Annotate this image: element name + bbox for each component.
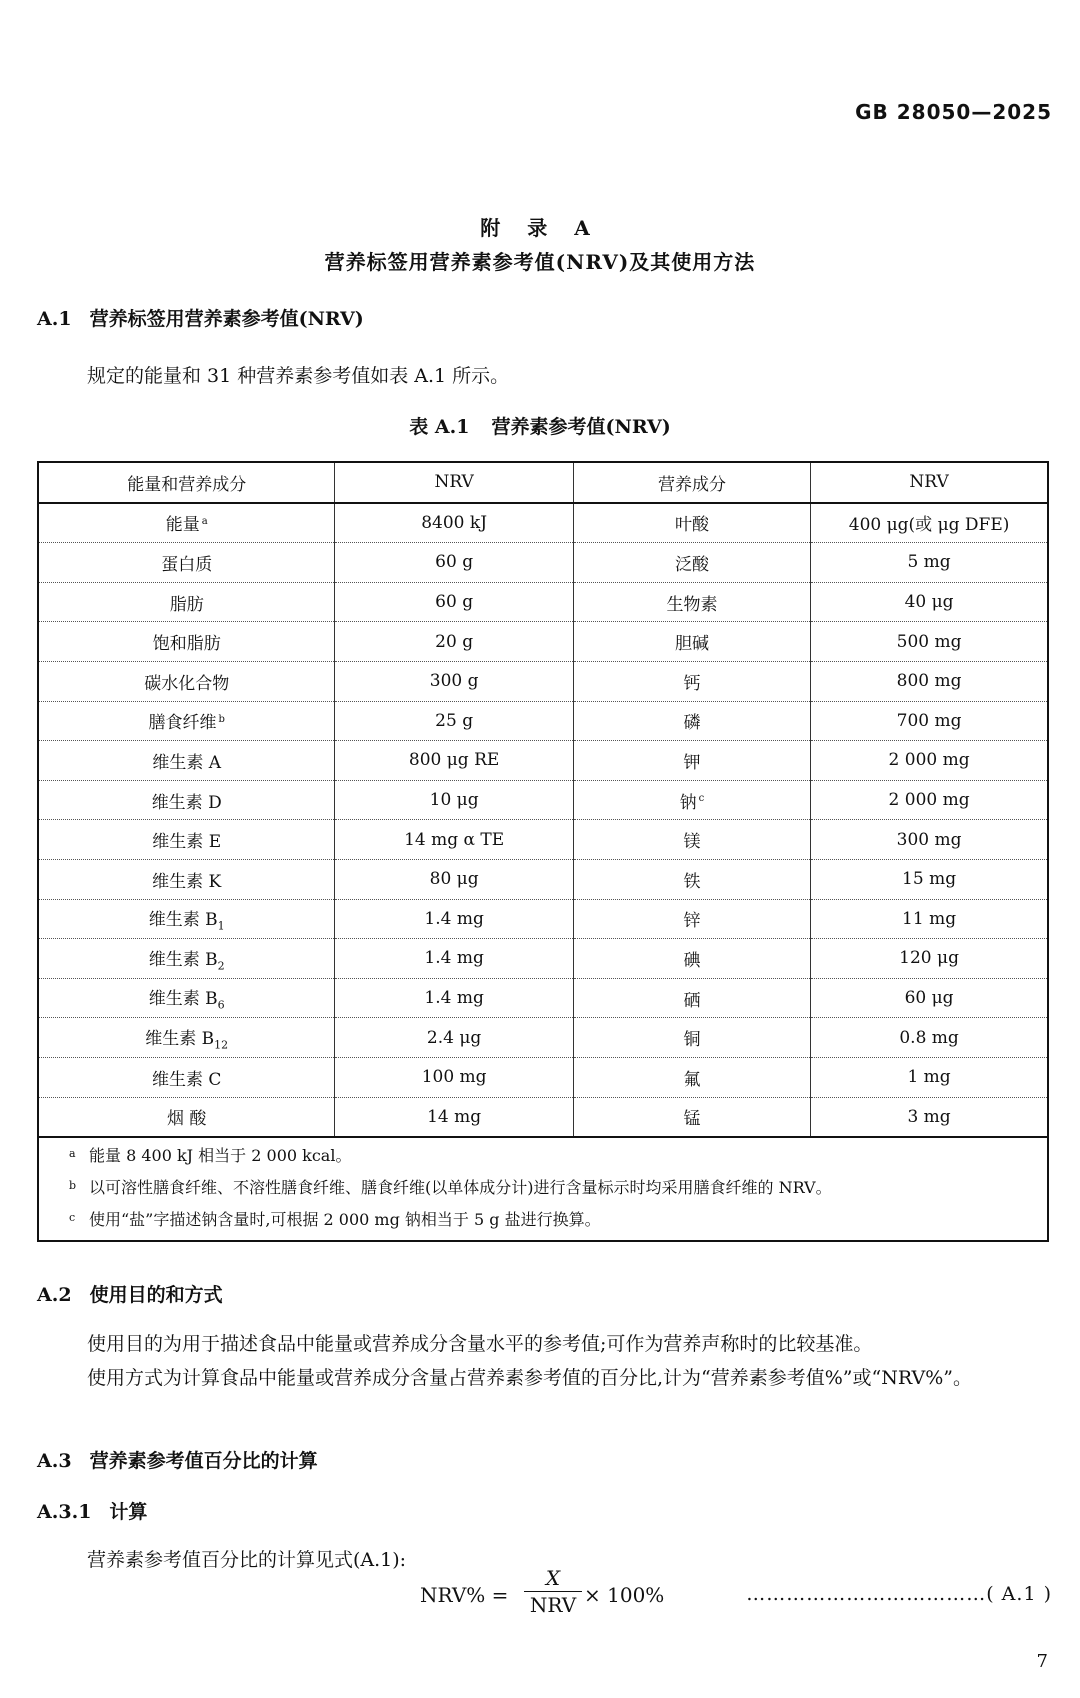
table-row xyxy=(38,661,1048,701)
nutrient-name-cell xyxy=(38,503,335,543)
section-a31-heading xyxy=(37,1497,147,1524)
nutrient-name-cell xyxy=(38,1018,335,1058)
nrv-value-cell: 14 mg xyxy=(335,1097,573,1137)
table-row xyxy=(38,978,1048,1018)
nutrient-name-cell xyxy=(38,820,335,860)
nrv-value-cell: 500 mg xyxy=(811,622,1048,662)
table-row xyxy=(38,820,1048,860)
nutrient-name-cell xyxy=(573,543,810,583)
footnote-mark: a xyxy=(201,515,208,527)
note-text: 能量 8 400 kJ 相当于 2 000 kcal。 xyxy=(89,1146,352,1166)
table-row xyxy=(38,741,1048,781)
nrv-value-cell: 300 mg xyxy=(811,820,1048,860)
nrv-table xyxy=(37,461,1049,1242)
nrv-value-cell: 3 mg xyxy=(811,1097,1048,1137)
table-notes-row xyxy=(38,1137,1048,1241)
nrv-value-cell: 80 μg xyxy=(335,859,573,899)
nutrient-name-cell xyxy=(38,622,335,662)
section-number: A.3.1 xyxy=(37,1501,92,1523)
nutrient-name-cell xyxy=(573,780,810,820)
column-header: NRV xyxy=(335,462,573,503)
nutrient-name-cell xyxy=(38,543,335,583)
section-a3-heading xyxy=(37,1446,318,1473)
footnote-mark: b xyxy=(218,713,225,725)
nutrient-name: 维生素 E xyxy=(152,832,222,853)
nutrient-name-cell xyxy=(38,582,335,622)
nutrient-name: 饱和脂肪 xyxy=(152,634,221,655)
section-title: 营养素参考值百分比的计算 xyxy=(89,1450,318,1472)
nutrient-name: 碳水化合物 xyxy=(144,673,230,694)
nrv-value-cell: 20 g xyxy=(335,622,573,662)
table-note xyxy=(69,1140,1047,1172)
formula-lhs: NRV% = xyxy=(420,1583,509,1607)
nutrient-subscript: 2 xyxy=(217,959,225,973)
nrv-value-cell: 300 g xyxy=(335,661,573,701)
nutrient-subscript: 12 xyxy=(214,1038,229,1052)
nutrient-name-cell xyxy=(38,978,335,1018)
section-number: A.2 xyxy=(37,1284,72,1306)
equation-label: ………………………………( A.1 ) xyxy=(746,1583,1052,1605)
table-row xyxy=(38,899,1048,939)
nutrient-name-cell xyxy=(38,1097,335,1137)
nrv-value-cell: 8400 kJ xyxy=(335,503,573,543)
nutrient-name: 铁 xyxy=(683,871,701,892)
footnote-mark: a xyxy=(69,1147,76,1161)
column-header: 能量和营养成分 xyxy=(38,462,335,503)
nutrient-name: 镁 xyxy=(683,832,701,853)
formula-denominator: NRV xyxy=(529,1593,577,1617)
formula-fraction xyxy=(524,1566,582,1617)
nutrient-name: 维生素 C xyxy=(152,1069,222,1090)
nutrient-name-cell xyxy=(38,701,335,741)
nutrient-name-cell xyxy=(573,939,810,979)
section-title: 计算 xyxy=(109,1501,148,1523)
nutrient-name: 钙 xyxy=(683,673,701,694)
section-number: A.1 xyxy=(37,308,72,330)
nutrient-name-cell xyxy=(573,741,810,781)
nrv-value-cell: 1.4 mg xyxy=(335,939,573,979)
nutrient-name: 烟 酸 xyxy=(167,1109,207,1130)
footnote-mark: c xyxy=(698,792,705,804)
nutrient-name-cell xyxy=(38,741,335,781)
table-row xyxy=(38,503,1048,543)
nrv-value-cell: 5 mg xyxy=(811,543,1048,583)
nrv-value-cell: 120 μg xyxy=(811,939,1048,979)
nrv-value-cell: 400 μg(或 μg DFE) xyxy=(811,503,1048,543)
nutrient-name: 维生素 B xyxy=(148,949,218,970)
table-row xyxy=(38,1097,1048,1137)
nutrient-name-cell xyxy=(38,859,335,899)
section-number: A.3 xyxy=(37,1450,72,1472)
formula-rhs: × 100% xyxy=(584,1583,665,1607)
table-title xyxy=(0,412,1080,439)
nrv-value-cell: 1.4 mg xyxy=(335,978,573,1018)
annex-subtitle: 营养标签用营养素参考值(NRV)及其使用方法 xyxy=(324,250,756,274)
table-row xyxy=(38,582,1048,622)
table-row xyxy=(38,1018,1048,1058)
table-row xyxy=(38,780,1048,820)
nutrient-name-cell xyxy=(38,661,335,701)
nutrient-name-cell xyxy=(38,939,335,979)
column-header: NRV xyxy=(811,462,1048,503)
section-title: 营养标签用营养素参考值(NRV) xyxy=(89,308,364,330)
nutrient-name: 锰 xyxy=(683,1109,701,1130)
section-a2-para2: 使用方式为计算食品中能量或营养成分含量占营养素参考值的百分比,计为“营养素参考值%”或“NRV%”。 xyxy=(87,1367,972,1389)
footnote-mark: b xyxy=(69,1179,77,1193)
nrv-value-cell: 40 μg xyxy=(811,582,1048,622)
column-header: 营养成分 xyxy=(573,462,810,503)
nrv-value-cell: 700 mg xyxy=(811,701,1048,741)
table-note xyxy=(69,1204,1047,1236)
nutrient-name-cell xyxy=(573,582,810,622)
nutrient-name-cell xyxy=(573,1018,810,1058)
table-row xyxy=(38,939,1048,979)
nutrient-name-cell xyxy=(573,661,810,701)
nutrient-name: 磷 xyxy=(683,713,701,734)
nutrient-name: 氟 xyxy=(683,1069,701,1090)
nrv-value-cell: 800 μg RE xyxy=(335,741,573,781)
table-row xyxy=(38,701,1048,741)
nutrient-name: 钾 xyxy=(683,752,701,773)
standard-number: GB 28050—2025 xyxy=(855,100,1052,124)
table-note xyxy=(69,1172,1047,1204)
nrv-value-cell: 2 000 mg xyxy=(811,741,1048,781)
nutrient-name-cell xyxy=(573,503,810,543)
nutrient-name: 能量 xyxy=(165,515,200,536)
nrv-value-cell: 14 mg α TE xyxy=(335,820,573,860)
nrv-value-cell: 0.8 mg xyxy=(811,1018,1048,1058)
nutrient-name: 泛酸 xyxy=(674,554,709,575)
nutrient-name: 维生素 B xyxy=(148,910,218,931)
nutrient-name: 维生素 B xyxy=(145,1028,215,1049)
nrv-value-cell: 10 μg xyxy=(335,780,573,820)
nutrient-name: 锌 xyxy=(683,911,701,932)
nutrient-name-cell xyxy=(573,899,810,939)
section-a2-heading xyxy=(37,1280,223,1307)
section-a31-text: 营养素参考值百分比的计算见式(A.1): xyxy=(87,1549,407,1571)
nutrient-name-cell xyxy=(573,1057,810,1097)
section-a2-para1: 使用目的为用于描述食品中能量或营养成分含量水平的参考值;可作为营养声称时的比较基准。 xyxy=(87,1333,873,1355)
table-row xyxy=(38,859,1048,899)
nutrient-name: 碘 xyxy=(683,950,701,971)
nutrient-name: 铜 xyxy=(683,1030,701,1051)
table-row xyxy=(38,622,1048,662)
nrv-value-cell: 11 mg xyxy=(811,899,1048,939)
nrv-value-cell: 1.4 mg xyxy=(335,899,573,939)
nrv-value-cell: 60 g xyxy=(335,543,573,583)
nrv-value-cell: 60 g xyxy=(335,582,573,622)
nutrient-subscript: 6 xyxy=(217,998,225,1012)
nutrient-name-cell xyxy=(573,820,810,860)
nutrient-name: 维生素 A xyxy=(152,752,222,773)
nutrient-name-cell xyxy=(573,1097,810,1137)
nutrient-name: 维生素 K xyxy=(152,871,222,892)
nrv-value-cell: 25 g xyxy=(335,701,573,741)
table-caption: 营养素参考值(NRV) xyxy=(491,416,671,438)
section-a1-heading xyxy=(37,304,364,331)
table-number: 表 A.1 xyxy=(409,416,470,438)
section-a1-text: 规定的能量和 31 种营养素参考值如表 A.1 所示。 xyxy=(87,365,510,387)
nutrient-name: 蛋白质 xyxy=(161,554,213,575)
nutrient-name: 叶酸 xyxy=(674,515,709,536)
nrv-value-cell: 2.4 μg xyxy=(335,1018,573,1058)
nrv-value-cell: 100 mg xyxy=(335,1057,573,1097)
nutrient-name-cell xyxy=(573,978,810,1018)
nrv-value-cell: 15 mg xyxy=(811,859,1048,899)
formula-numerator: X xyxy=(524,1566,582,1592)
annex-title: 附 录 A xyxy=(480,216,600,240)
nutrient-name: 胆碱 xyxy=(674,634,709,655)
nrv-value-cell: 800 mg xyxy=(811,661,1048,701)
nutrient-name: 膳食纤维 xyxy=(148,713,217,734)
nutrient-name: 钠 xyxy=(679,792,697,813)
table-row xyxy=(38,1057,1048,1097)
table-notes xyxy=(38,1137,1048,1241)
note-text: 使用“盐”字描述钠含量时,可根据 2 000 mg 钠相当于 5 g 盐进行换算。 xyxy=(89,1210,601,1230)
nutrient-name: 硒 xyxy=(683,990,701,1011)
nutrient-name-cell xyxy=(573,859,810,899)
nutrient-name-cell xyxy=(573,622,810,662)
nutrient-name: 维生素 D xyxy=(151,792,222,813)
nutrient-name-cell xyxy=(38,1057,335,1097)
nutrient-name-cell xyxy=(38,899,335,939)
nutrient-name-cell xyxy=(38,780,335,820)
section-title: 使用目的和方式 xyxy=(89,1284,223,1306)
nrv-value-cell: 60 μg xyxy=(811,978,1048,1018)
nutrient-name-cell xyxy=(573,701,810,741)
page-number: 7 xyxy=(1036,1651,1048,1672)
note-text: 以可溶性膳食纤维、不溶性膳食纤维、膳食纤维(以单体成分计)进行含量标示时均采用膳食纤维的 NRV。 xyxy=(89,1178,832,1198)
nutrient-name: 生物素 xyxy=(666,594,718,615)
table-header-row xyxy=(38,462,1048,503)
nutrient-subscript: 1 xyxy=(217,919,225,933)
nrv-value-cell: 1 mg xyxy=(811,1057,1048,1097)
footnote-mark: c xyxy=(69,1211,76,1225)
nrv-value-cell: 2 000 mg xyxy=(811,780,1048,820)
nutrient-name: 维生素 B xyxy=(148,989,218,1010)
nutrient-name: 脂肪 xyxy=(169,594,204,615)
table-row xyxy=(38,543,1048,583)
